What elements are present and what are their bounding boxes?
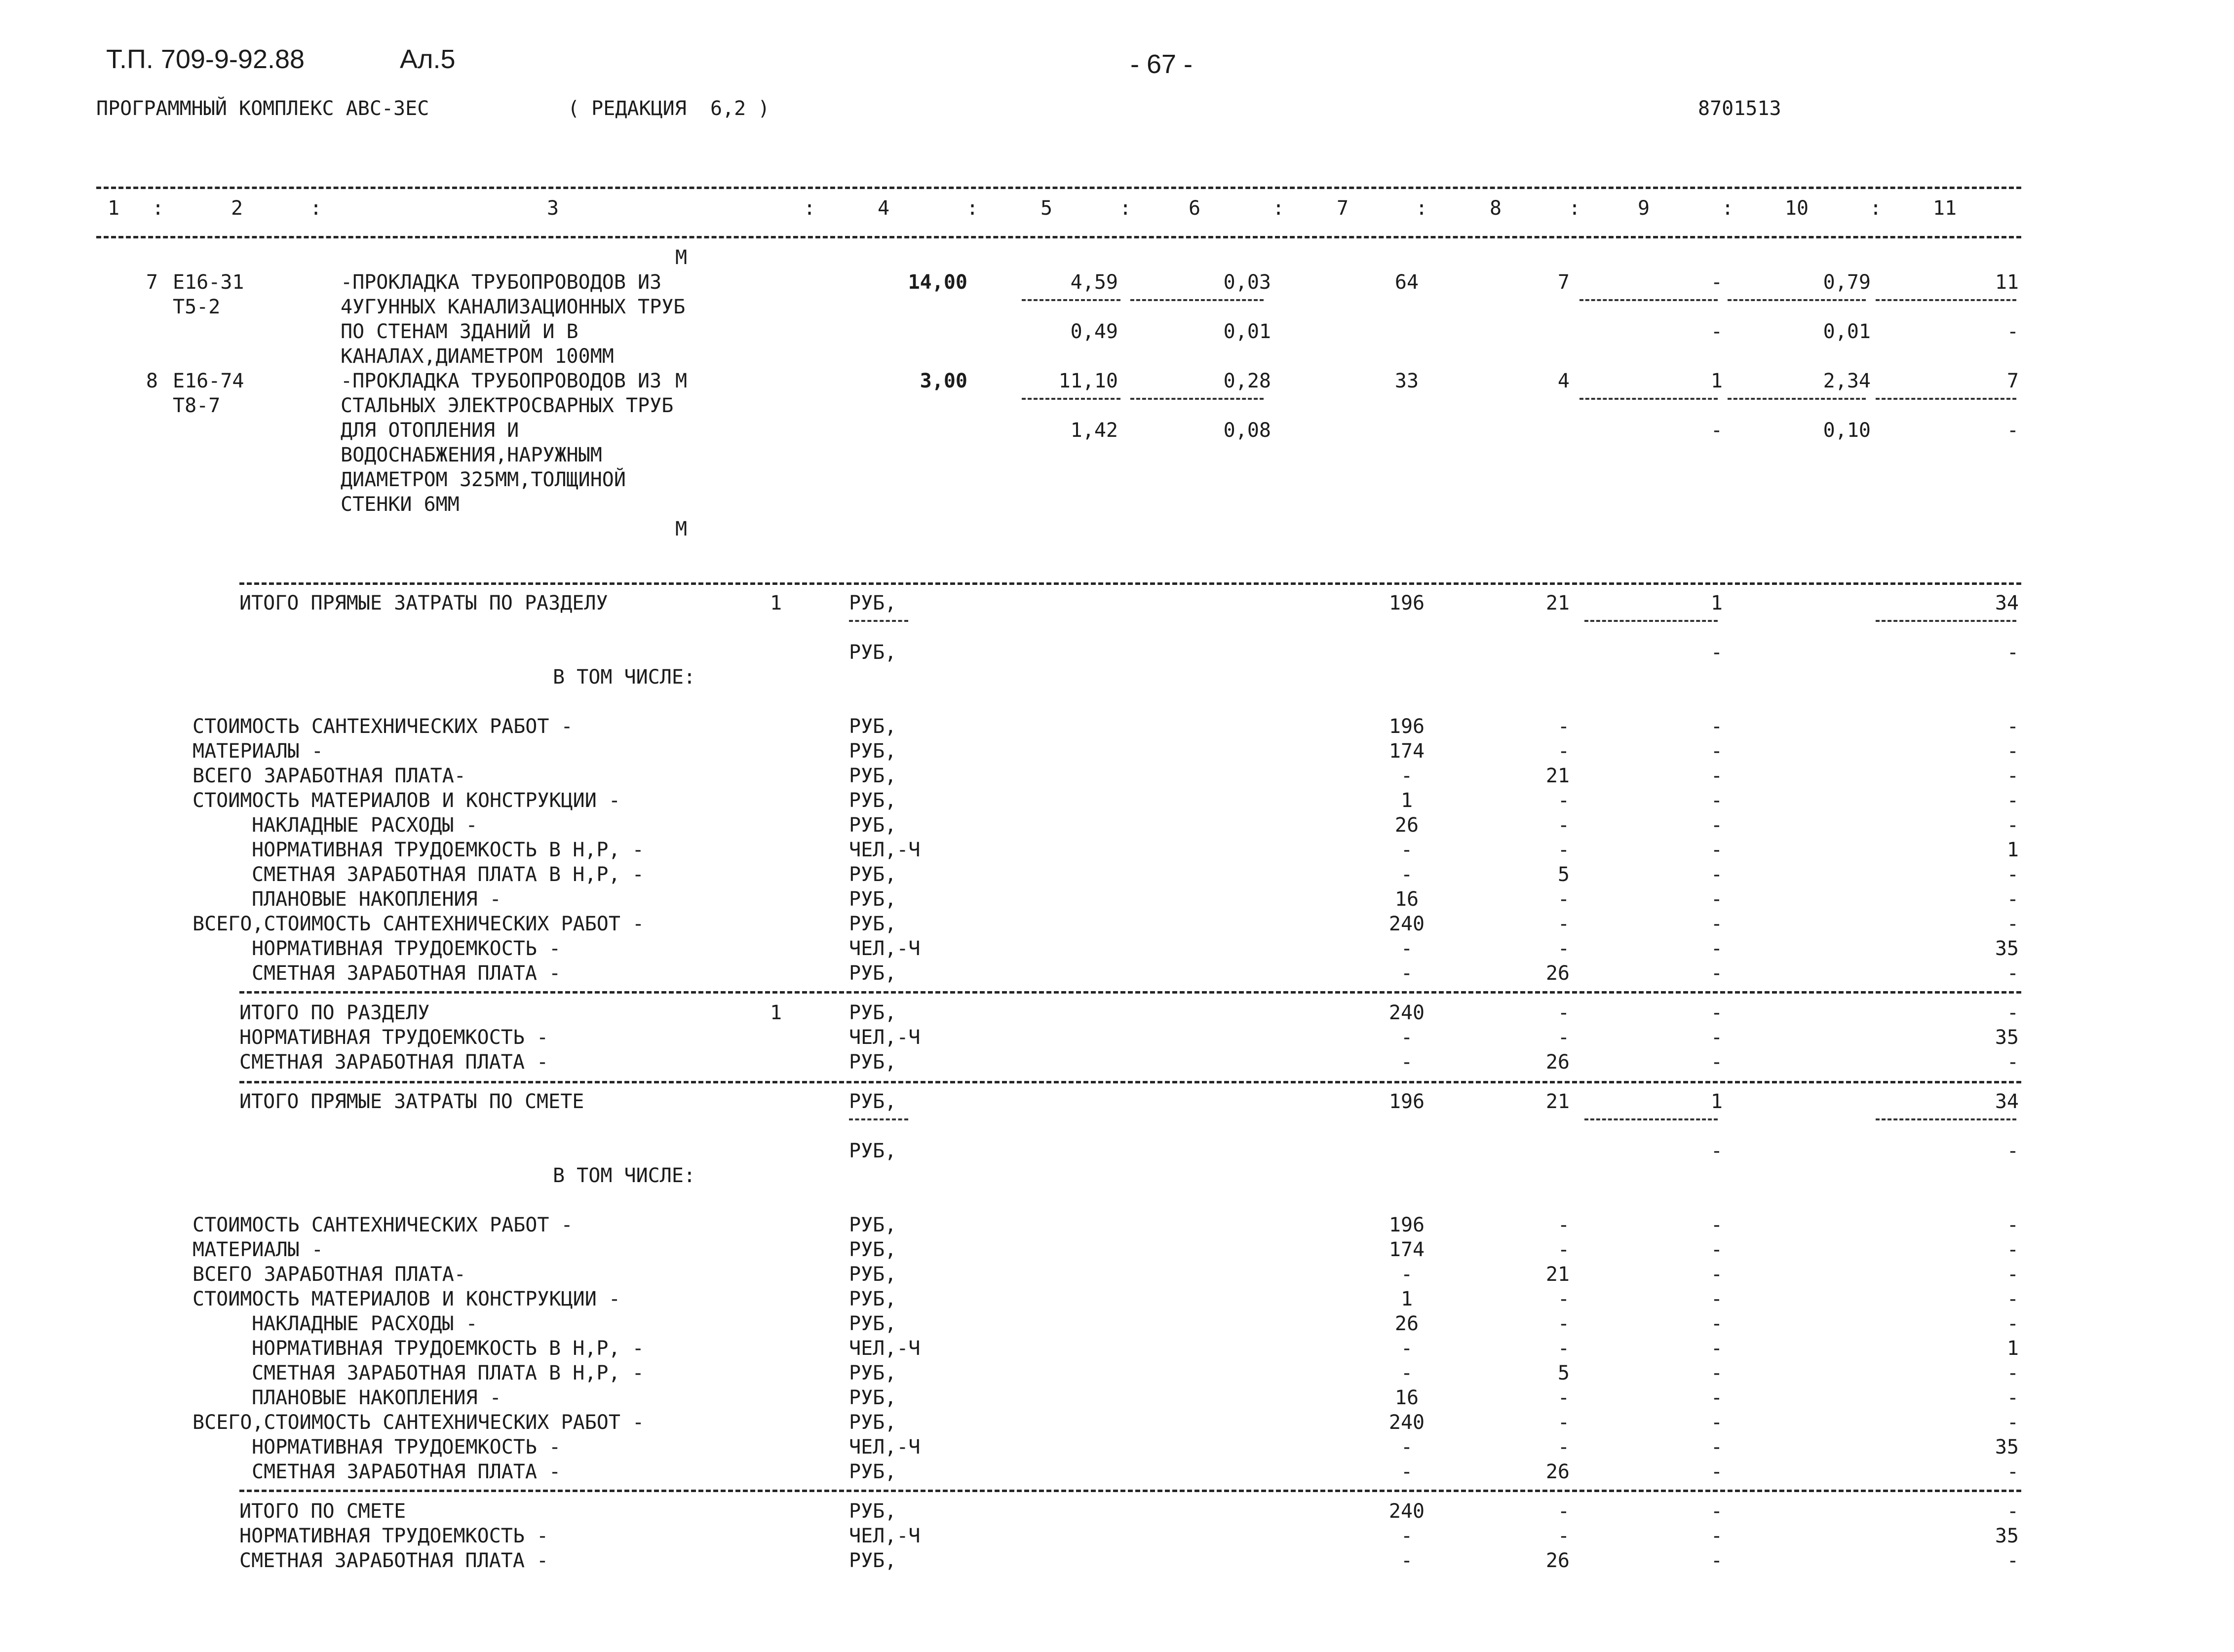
unit-underline [849, 1118, 908, 1120]
unit-label: РУБ, [849, 1051, 897, 1074]
item-description-line: КАНАЛАХ,ДИАМЕТРОМ 100ММ [341, 345, 614, 368]
summary-col-8: - [1557, 1288, 1570, 1310]
summary-col-8: 26 [1545, 962, 1570, 985]
value-underline [1876, 620, 2016, 622]
totals-col-8: 26 [1545, 1051, 1570, 1074]
summary-col-8: - [1557, 740, 1570, 763]
column-separator: : [1722, 197, 1734, 220]
totals-col-7: - [1400, 1525, 1413, 1547]
value-underline [1022, 299, 1120, 301]
column-header-4: 4 [877, 197, 890, 220]
item-code: Е16-31 [173, 271, 244, 294]
totals-col-9: - [1710, 1051, 1723, 1074]
doc-code: Т.П. 709-9-92.88 [106, 44, 305, 74]
column-header-10: 10 [1784, 197, 1809, 220]
item-description-line: 4УГУННЫХ КАНАЛИЗАЦИОННЫХ ТРУБ [341, 296, 686, 318]
value-underline [1876, 299, 2016, 301]
summary-col-9: - [1710, 937, 1723, 960]
summary-col-11: - [2006, 740, 2019, 763]
unit-label: ЧЕЛ,-Ч [849, 1026, 921, 1049]
summary-col-8: - [1557, 1436, 1570, 1459]
value-underline [1130, 299, 1264, 301]
totals-col-11: - [2006, 1549, 2019, 1572]
program-name: ПРОГРАММНЫЙ КОМПЛЕКС АВС-3ЕС [96, 97, 429, 120]
section-rule [239, 1081, 2021, 1083]
summary-row-label: СТОИМОСТЬ МАТЕРИАЛОВ И КОНСТРУКЦИИ - [193, 789, 620, 812]
unit-label: РУБ, [849, 765, 897, 787]
summary-col-8: - [1557, 937, 1570, 960]
unit-label: РУБ, [849, 888, 897, 911]
summary-col-7: 26 [1394, 1312, 1419, 1335]
unit-label: ЧЕЛ,-Ч [849, 839, 921, 861]
summary-col-8: - [1557, 1238, 1570, 1261]
summary-row-label: СТОИМОСТЬ САНТЕХНИЧЕСКИХ РАБОТ - [193, 715, 573, 738]
summary-col-7: - [1400, 863, 1413, 886]
unit-label: РУБ, [849, 1140, 897, 1162]
total-col-7: 196 [1388, 592, 1425, 615]
total-col-11: 34 [1995, 1090, 2019, 1113]
total-col-8: 21 [1545, 1090, 1570, 1113]
cell-col-10-sub: 0,01 [1823, 320, 1871, 343]
cell-col-9-sub: - [1710, 320, 1723, 343]
total-col-11: 34 [1995, 592, 2019, 615]
summary-col-8: 21 [1545, 1263, 1570, 1286]
column-separator: : [804, 197, 816, 220]
total-col-7: 196 [1388, 1090, 1425, 1113]
cell-col-9-sub: - [1710, 419, 1723, 442]
summary-col-11: 1 [2006, 839, 2019, 861]
summary-row-label: ПЛАНОВЫЕ НАКОПЛЕНИЯ - [252, 888, 501, 911]
unit-marker: М [675, 518, 688, 540]
totals-col-7: 240 [1388, 1500, 1425, 1523]
including-heading: В ТОМ ЧИСЛЕ: [553, 1164, 695, 1187]
cell-col-5-sub: 1,42 [1070, 419, 1118, 442]
summary-col-11: - [2006, 1312, 2019, 1335]
summary-row-label: НОРМАТИВНАЯ ТРУДОЕМКОСТЬ В Н,Р, - [252, 839, 644, 861]
summary-col-7: 240 [1388, 1411, 1425, 1434]
value-underline [1584, 620, 1718, 622]
total-col-9: 1 [1710, 1090, 1723, 1113]
unit-label: ЧЕЛ,-Ч [849, 1436, 921, 1459]
summary-col-9: - [1710, 1411, 1723, 1434]
summary-row-label: СМЕТНАЯ ЗАРАБОТНАЯ ПЛАТА - [252, 962, 561, 985]
unit-label: РУБ, [849, 1386, 897, 1409]
summary-col-8: - [1557, 1337, 1570, 1360]
summary-col-7: - [1400, 1436, 1413, 1459]
summary-col-8: - [1557, 888, 1570, 911]
summary-col-9: - [1710, 1337, 1723, 1360]
unit-label: РУБ, [849, 863, 897, 886]
summary-col-7: 240 [1388, 913, 1425, 935]
totals-col-7: - [1400, 1051, 1413, 1074]
unit-label: РУБ, [849, 789, 897, 812]
summary-col-8: - [1557, 1411, 1570, 1434]
cell-col-6-sub: 0,01 [1223, 320, 1271, 343]
summary-col-8: - [1557, 839, 1570, 861]
summary-row-label: НАКЛАДНЫЕ РАСХОДЫ - [252, 1312, 478, 1335]
totals-row-label: НОРМАТИВНАЯ ТРУДОЕМКОСТЬ - [239, 1026, 549, 1049]
summary-row-label: НОРМАТИВНАЯ ТРУДОЕМКОСТЬ - [252, 937, 561, 960]
summary-col-9: - [1710, 863, 1723, 886]
totals-col-9: - [1710, 1001, 1723, 1024]
summary-col-7: 196 [1388, 1214, 1425, 1236]
column-header-8: 8 [1489, 197, 1502, 220]
column-header-9: 9 [1637, 197, 1650, 220]
estimate-direct-costs-label: ИТОГО ПРЯМЫЕ ЗАТРАТЫ ПО СМЕТЕ [239, 1090, 584, 1113]
unit-label: РУБ, [849, 1263, 897, 1286]
summary-col-9: - [1710, 765, 1723, 787]
summary-col-11: - [2006, 715, 2019, 738]
item-code: Т8-7 [173, 394, 221, 417]
page-number: - 67 - [1130, 49, 1193, 79]
summary-row-label: СМЕТНАЯ ЗАРАБОТНАЯ ПЛАТА В Н,Р, - [252, 1362, 644, 1384]
value-underline [1728, 299, 1866, 301]
cell-col-7: 33 [1394, 370, 1419, 392]
summary-col-11: - [2006, 814, 2019, 837]
item-description-line: СТЕНКИ 6ММ [341, 493, 460, 516]
unit-label: РУБ, [849, 1312, 897, 1335]
totals-col-8: - [1557, 1026, 1570, 1049]
totals-col-8: - [1557, 1500, 1570, 1523]
item-quantity: 14,00 [908, 271, 967, 294]
total-col-9: 1 [1710, 592, 1723, 615]
totals-col-9: - [1710, 1525, 1723, 1547]
summary-row-label: СМЕТНАЯ ЗАРАБОТНАЯ ПЛАТА В Н,Р, - [252, 863, 644, 886]
unit-label: РУБ, [849, 740, 897, 763]
document-id: 8701513 [1698, 97, 1781, 120]
summary-col-9: - [1710, 789, 1723, 812]
summary-row-label: СТОИМОСТЬ САНТЕХНИЧЕСКИХ РАБОТ - [193, 1214, 573, 1236]
unit-marker: М [675, 370, 688, 392]
unit-label: РУБ, [849, 913, 897, 935]
unit-label: РУБ, [849, 1001, 897, 1024]
totals-col-7: 240 [1388, 1001, 1425, 1024]
cell-col-8: 7 [1557, 271, 1570, 294]
totals-col-8: - [1557, 1001, 1570, 1024]
cell-col-6-sub: 0,08 [1223, 419, 1271, 442]
summary-col-11: 35 [1995, 1436, 2019, 1459]
summary-row-label: НОРМАТИВНАЯ ТРУДОЕМКОСТЬ - [252, 1436, 561, 1459]
unit-label: ЧЕЛ,-Ч [849, 937, 921, 960]
summary-col-9: - [1710, 839, 1723, 861]
value-underline [1876, 398, 2016, 400]
cell-col-11: 11 [1995, 271, 2019, 294]
summary-col-11: 1 [2006, 1337, 2019, 1360]
summary-col-9: - [1710, 814, 1723, 837]
summary-col-9: - [1710, 1312, 1723, 1335]
header-top-rule [96, 187, 2021, 189]
summary-col-9: - [1710, 1436, 1723, 1459]
summary-col-7: 174 [1388, 1238, 1425, 1261]
section-direct-costs-label: ИТОГО ПРЯМЫЕ ЗАТРАТЫ ПО РАЗДЕЛУ [239, 592, 608, 615]
unit-label: РУБ, [849, 1460, 897, 1483]
summary-col-9: - [1710, 1288, 1723, 1310]
summary-col-7: - [1400, 765, 1413, 787]
cell-col-6: 0,03 [1223, 271, 1271, 294]
totals-col-11: 35 [1995, 1026, 2019, 1049]
cell-col-7: 64 [1394, 271, 1419, 294]
summary-col-11: - [2006, 913, 2019, 935]
summary-col-8: - [1557, 1386, 1570, 1409]
header-bottom-rule [96, 236, 2021, 238]
unit-label: ЧЕЛ,-Ч [849, 1337, 921, 1360]
summary-col-8: - [1557, 814, 1570, 837]
cell-col-5-sub: 0,49 [1070, 320, 1118, 343]
cell-col-11-sub: - [2006, 320, 2019, 343]
summary-col-9: - [1710, 962, 1723, 985]
section-number: 1 [770, 1001, 782, 1024]
summary-col-7: - [1400, 962, 1413, 985]
summary-col-11: - [2006, 789, 2019, 812]
unit-label: РУБ, [849, 1238, 897, 1261]
column-separator: : [310, 197, 322, 220]
summary-col-8: - [1557, 913, 1570, 935]
column-header-5: 5 [1040, 197, 1053, 220]
cell-col-5: 4,59 [1070, 271, 1118, 294]
unit-label: РУБ, [849, 1500, 897, 1523]
including-heading: В ТОМ ЧИСЛЕ: [553, 666, 695, 689]
summary-col-7: 16 [1394, 888, 1419, 911]
summary-col-11: - [2006, 1411, 2019, 1434]
summary-col-7: - [1400, 1362, 1413, 1384]
summary-row-label: МАТЕРИАЛЫ - [193, 1238, 323, 1261]
totals-row-label: СМЕТНАЯ ЗАРАБОТНАЯ ПЛАТА - [239, 1549, 549, 1572]
summary-col-9: - [1710, 1214, 1723, 1236]
item-description-line: ДИАМЕТРОМ 325ММ,ТОЛЩИНОЙ [341, 468, 626, 491]
summary-col-11: - [2006, 962, 2019, 985]
unit-label: РУБ, [849, 715, 897, 738]
column-header-11: 11 [1932, 197, 1957, 220]
summary-col-11: - [2006, 1263, 2019, 1286]
unit-label: РУБ, [849, 1411, 897, 1434]
summary-col-11: - [2006, 765, 2019, 787]
total-col-8: 21 [1545, 592, 1570, 615]
value-underline [1584, 1118, 1718, 1120]
totals-col-11: - [2006, 1051, 2019, 1074]
summary-col-7: - [1400, 1460, 1413, 1483]
summary-col-8: - [1557, 1312, 1570, 1335]
column-header-6: 6 [1188, 197, 1201, 220]
totals-col-9: - [1710, 1549, 1723, 1572]
summary-col-11: - [2006, 1288, 2019, 1310]
value-underline [1728, 398, 1866, 400]
unit-label: РУБ, [849, 641, 897, 664]
summary-row-label: НАКЛАДНЫЕ РАСХОДЫ - [252, 814, 478, 837]
value-underline [1022, 398, 1120, 400]
summary-col-7: 26 [1394, 814, 1419, 837]
value-underline [1130, 398, 1264, 400]
summary-col-8: - [1557, 1214, 1570, 1236]
totals-row-label: СМЕТНАЯ ЗАРАБОТНАЯ ПЛАТА - [239, 1051, 549, 1074]
summary-col-11: - [2006, 888, 2019, 911]
unit-label: РУБ, [849, 1362, 897, 1384]
item-quantity: 3,00 [920, 370, 967, 392]
totals-col-11: - [2006, 1001, 2019, 1024]
summary-col-7: - [1400, 1263, 1413, 1286]
summary-col-8: 5 [1557, 863, 1570, 886]
totals-row-label: НОРМАТИВНАЯ ТРУДОЕМКОСТЬ - [239, 1525, 549, 1547]
summary-row-label: ВСЕГО ЗАРАБОТНАЯ ПЛАТА- [193, 1263, 466, 1286]
summary-row-label: МАТЕРИАЛЫ - [193, 740, 323, 763]
unit-label: РУБ, [849, 1214, 897, 1236]
item-code: Е16-74 [173, 370, 244, 392]
totals-col-11: - [2006, 1500, 2019, 1523]
unit-label: РУБ, [849, 1549, 897, 1572]
summary-col-7: 174 [1388, 740, 1425, 763]
summary-col-8: - [1557, 789, 1570, 812]
summary-col-8: - [1557, 715, 1570, 738]
summary-col-9: - [1710, 740, 1723, 763]
summary-col-9: - [1710, 1263, 1723, 1286]
summary-col-7: 196 [1388, 715, 1425, 738]
summary-col-9: - [1710, 1386, 1723, 1409]
summary-col-9: - [1710, 715, 1723, 738]
cell-col-11: 7 [2006, 370, 2019, 392]
summary-col-8: 21 [1545, 765, 1570, 787]
summary-col-11: - [2006, 1214, 2019, 1236]
totals-rule [239, 991, 2021, 994]
cell-col-9: 1 [1710, 370, 1723, 392]
totals-col-7: - [1400, 1026, 1413, 1049]
totals-rule [239, 1490, 2021, 1492]
item-description-line: ВОДОСНАБЖЕНИЯ,НАРУЖНЫМ [341, 444, 602, 466]
summary-row-label: ВСЕГО,СТОИМОСТЬ САНТЕХНИЧЕСКИХ РАБОТ - [193, 913, 645, 935]
summary-row-label: СТОИМОСТЬ МАТЕРИАЛОВ И КОНСТРУКЦИИ - [193, 1288, 620, 1310]
totals-col-9: - [1710, 1500, 1723, 1523]
total-col-9-sub: - [1710, 1140, 1723, 1162]
column-separator: : [152, 197, 164, 220]
section-number: 1 [770, 592, 782, 615]
unit-label: РУБ, [849, 814, 897, 837]
value-underline [1579, 299, 1718, 301]
summary-col-7: 16 [1394, 1386, 1419, 1409]
column-separator: : [966, 197, 979, 220]
column-header-1: 1 [107, 197, 120, 220]
summary-col-9: - [1710, 1460, 1723, 1483]
totals-col-11: 35 [1995, 1525, 2019, 1547]
column-header-2: 2 [231, 197, 243, 220]
cell-col-5: 11,10 [1058, 370, 1118, 392]
totals-col-8: - [1557, 1525, 1570, 1547]
item-description-line: ПО СТЕНАМ ЗДАНИЙ И В [341, 320, 578, 343]
cell-col-10: 0,79 [1823, 271, 1871, 294]
section-rule [239, 582, 2021, 585]
cell-col-9: - [1710, 271, 1723, 294]
unit-marker: М [675, 246, 688, 269]
column-separator: : [1119, 197, 1132, 220]
unit-label: РУБ, [849, 1288, 897, 1310]
program-edition: ( РЕДАКЦИЯ 6,2 ) [568, 97, 770, 120]
total-col-9-sub: - [1710, 641, 1723, 664]
unit-label: РУБ, [849, 962, 897, 985]
unit-label: РУБ, [849, 1090, 897, 1113]
item-number: 7 [146, 271, 158, 294]
summary-col-7: 1 [1400, 789, 1413, 812]
summary-col-11: - [2006, 1362, 2019, 1384]
totals-col-8: 26 [1545, 1549, 1570, 1572]
column-separator: : [1416, 197, 1428, 220]
totals-col-9: - [1710, 1026, 1723, 1049]
cell-col-10-sub: 0,10 [1823, 419, 1871, 442]
album-number: Ал.5 [400, 44, 456, 74]
item-description-line: -ПРОКЛАДКА ТРУБОПРОВОДОВ ИЗ [341, 271, 662, 294]
unit-label: ЧЕЛ,-Ч [849, 1525, 921, 1547]
column-separator: : [1272, 197, 1285, 220]
summary-row-label: ВСЕГО,СТОИМОСТЬ САНТЕХНИЧЕСКИХ РАБОТ - [193, 1411, 645, 1434]
summary-row-label: ВСЕГО ЗАРАБОТНАЯ ПЛАТА- [193, 765, 466, 787]
summary-col-11: - [2006, 863, 2019, 886]
value-underline [1876, 1118, 2016, 1120]
cell-col-10: 2,34 [1823, 370, 1871, 392]
unit-label: РУБ, [849, 592, 897, 615]
totals-row-label: ИТОГО ПО РАЗДЕЛУ [239, 1001, 430, 1024]
cell-col-6: 0,28 [1223, 370, 1271, 392]
summary-col-7: - [1400, 1337, 1413, 1360]
column-header-7: 7 [1336, 197, 1349, 220]
column-separator: : [1569, 197, 1581, 220]
cell-col-8: 4 [1557, 370, 1570, 392]
item-number: 8 [146, 370, 158, 392]
cell-col-11-sub: - [2006, 419, 2019, 442]
totals-row-label: ИТОГО ПО СМЕТЕ [239, 1500, 406, 1523]
summary-col-11: 35 [1995, 937, 2019, 960]
column-separator: : [1870, 197, 1882, 220]
value-underline [1579, 398, 1718, 400]
summary-col-7: 1 [1400, 1288, 1413, 1310]
total-col-11-sub: - [2006, 641, 2019, 664]
summary-col-11: - [2006, 1460, 2019, 1483]
summary-col-9: - [1710, 1362, 1723, 1384]
summary-row-label: ПЛАНОВЫЕ НАКОПЛЕНИЯ - [252, 1386, 501, 1409]
summary-col-8: 26 [1545, 1460, 1570, 1483]
item-description-line: ДЛЯ ОТОПЛЕНИЯ И [341, 419, 519, 442]
totals-col-7: - [1400, 1549, 1413, 1572]
column-header-3: 3 [546, 197, 559, 220]
item-description-line: -ПРОКЛАДКА ТРУБОПРОВОДОВ ИЗ [341, 370, 662, 392]
summary-row-label: НОРМАТИВНАЯ ТРУДОЕМКОСТЬ В Н,Р, - [252, 1337, 644, 1360]
summary-col-11: - [2006, 1386, 2019, 1409]
unit-underline [849, 620, 908, 622]
total-col-11-sub: - [2006, 1140, 2019, 1162]
summary-col-9: - [1710, 888, 1723, 911]
item-code: Т5-2 [173, 296, 221, 318]
summary-col-11: - [2006, 1238, 2019, 1261]
summary-col-7: - [1400, 839, 1413, 861]
item-description-line: СТАЛЬНЫХ ЭЛЕКТРОСВАРНЫХ ТРУБ [341, 394, 674, 417]
summary-col-8: 5 [1557, 1362, 1570, 1384]
summary-row-label: СМЕТНАЯ ЗАРАБОТНАЯ ПЛАТА - [252, 1460, 561, 1483]
summary-col-9: - [1710, 913, 1723, 935]
summary-col-9: - [1710, 1238, 1723, 1261]
summary-col-7: - [1400, 937, 1413, 960]
